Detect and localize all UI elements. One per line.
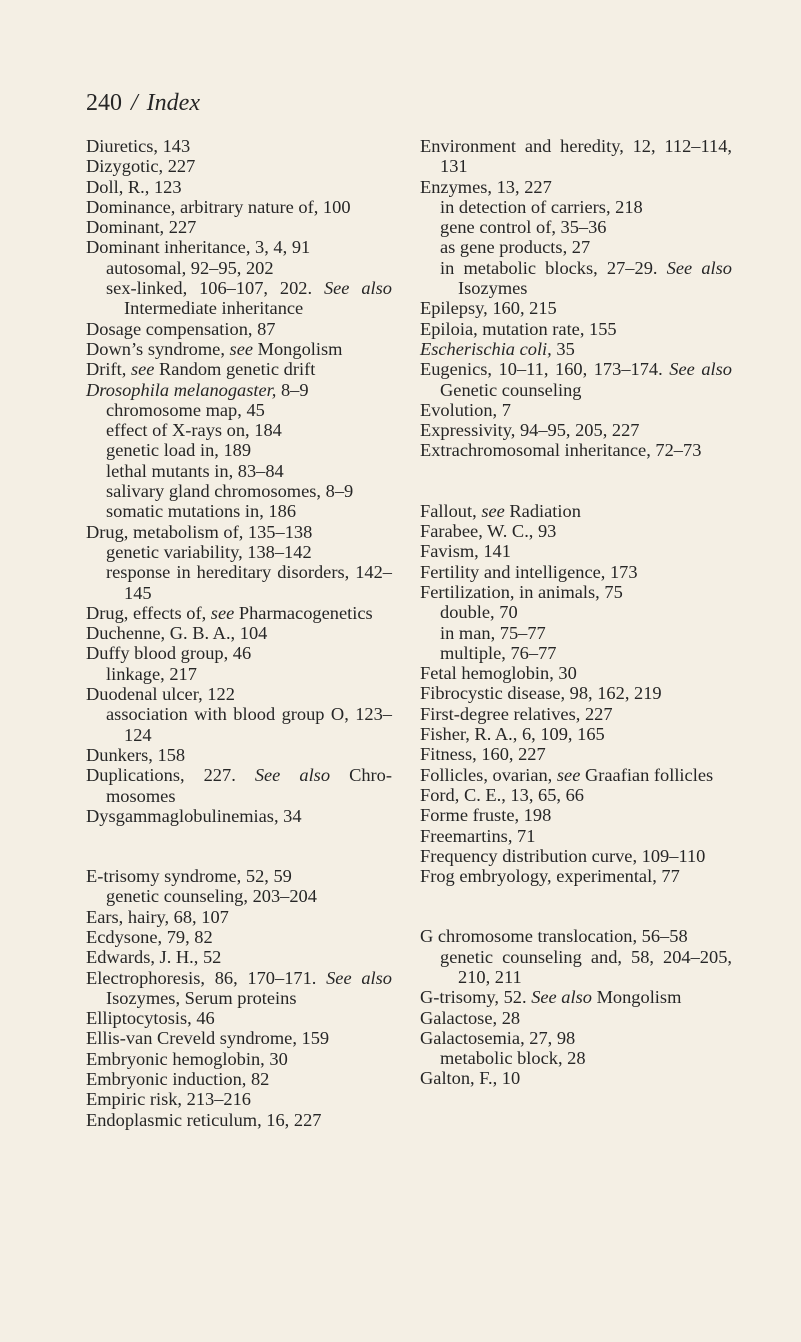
- index-entry: [86, 806, 392, 826]
- entry-text: Fisher, R. A., 6, 109, 165: [420, 724, 605, 745]
- index-entry: [86, 197, 392, 217]
- entry-text: Galactosemia, 27, 98: [420, 1027, 576, 1048]
- index-entry: [86, 927, 392, 947]
- index-entry: [420, 846, 732, 866]
- index-entry: [86, 947, 392, 967]
- entry-text: Galton, F., 10: [420, 1068, 521, 1089]
- entry-text: Epilepsy, 160, 215: [420, 298, 557, 319]
- entry-text: E-trisomy syndrome, 52, 59: [86, 866, 292, 887]
- entry-text-italic: see: [481, 500, 505, 521]
- index-entry: [420, 987, 732, 1007]
- index-entry: [86, 217, 392, 237]
- index-entry: [420, 1028, 732, 1048]
- index-entry: [420, 704, 732, 724]
- letter-group-gap: [86, 826, 392, 866]
- index-entry: [420, 339, 732, 359]
- entry-text: Enzymes, 13, 227: [420, 176, 552, 197]
- entry-text: lethal mutants in, 83–84: [106, 460, 284, 481]
- entry-text: Evolution, 7: [420, 399, 511, 420]
- index-subentry: [86, 461, 392, 481]
- index-entry: [86, 136, 392, 156]
- entry-text: Isozymes, Serum proteins: [106, 987, 297, 1008]
- index-entry: [420, 541, 732, 561]
- entry-text: Diuretics, 143: [86, 136, 191, 156]
- entry-text: gene control of, 35–36: [440, 217, 607, 238]
- entry-text: Fertilization, in animals, 75: [420, 581, 623, 602]
- entry-text-italic: see: [130, 359, 155, 380]
- entry-text: in detection of carriers, 218: [440, 196, 643, 217]
- index-subentry: [420, 643, 732, 663]
- index-entry: [86, 319, 392, 339]
- index-entry: [86, 684, 392, 704]
- entry-text: First-degree relatives, 227: [420, 703, 613, 724]
- entry-text: chromosome map, 45: [106, 399, 265, 420]
- entry-text: metabolic block, 28: [440, 1048, 586, 1069]
- index-entry: [86, 1069, 392, 1089]
- entry-text: Ford, C. E., 13, 65, 66: [420, 784, 584, 805]
- index-entry: [420, 440, 732, 460]
- section-title: Index: [146, 90, 200, 116]
- entry-text: Frequency distribution curve, 109–110: [420, 845, 706, 866]
- index-entry: [86, 522, 392, 542]
- entry-text: Fallout,: [420, 500, 482, 521]
- index-entry: [420, 582, 732, 602]
- entry-text: multiple, 76–77: [440, 642, 557, 663]
- entry-text: autosomal, 92–95, 202: [106, 257, 274, 278]
- index-entry: [420, 744, 732, 764]
- entry-text: Isozymes: [458, 278, 528, 299]
- index-subentry: [420, 602, 732, 622]
- index-entry: [420, 1008, 732, 1028]
- index-entry: [420, 724, 732, 744]
- entry-text: Drift,: [86, 359, 131, 380]
- entry-text: 8–9: [276, 379, 309, 400]
- entry-text: Dominant inheritance, 3, 4, 91: [86, 237, 311, 258]
- entry-text: Graafian follicles: [580, 764, 714, 785]
- index-entry: [86, 339, 392, 359]
- index-entry: [420, 521, 732, 541]
- index-entry: [420, 298, 732, 318]
- entry-text: Ears, hairy, 68, 107: [86, 906, 229, 927]
- index-entry: [86, 177, 392, 197]
- index-subentry: [86, 278, 392, 319]
- index-column-right: [420, 136, 732, 1089]
- entry-text: Fibrocystic disease, 98, 162, 219: [420, 683, 662, 704]
- entry-text: Environment and heredity, 12, 112–114, 131: [420, 136, 732, 177]
- entry-text: Edwards, J. H., 52: [86, 947, 222, 968]
- index-subentry: [420, 237, 732, 257]
- entry-text: Embryonic hemoglobin, 30: [86, 1048, 288, 1069]
- entry-text: Ellis-van Creveld syndrome, 159: [86, 1028, 330, 1049]
- index-entry: [86, 623, 392, 643]
- index-entry: [86, 968, 392, 1009]
- index-entry: [86, 643, 392, 663]
- entry-text-italic: See also: [531, 987, 592, 1008]
- entry-text: G chromosome translocation, 56–58: [420, 926, 688, 947]
- page-header: [86, 88, 200, 118]
- entry-text-italic: See also: [326, 967, 392, 988]
- index-entry: [86, 156, 392, 176]
- entry-text: Galactose, 28: [420, 1007, 521, 1028]
- entry-text: Forme fruste, 198: [420, 805, 552, 826]
- index-entry: [86, 380, 392, 400]
- index-subentry: [86, 440, 392, 460]
- entry-text: Freemartins, 71: [420, 825, 536, 846]
- entry-text: G-trisomy, 52.: [420, 987, 532, 1008]
- entry-text-italic: Escherischia coli,: [420, 338, 552, 359]
- entry-text: Genetic counseling: [440, 379, 582, 400]
- entry-text: 35: [551, 338, 575, 359]
- entry-text: Doll, R., 123: [86, 176, 182, 197]
- entry-text: Radiation: [504, 500, 581, 521]
- index-entry: [86, 1008, 392, 1028]
- index-entry: [86, 603, 392, 623]
- entry-text: Favism, 141: [420, 541, 511, 562]
- index-subentry: [420, 947, 732, 988]
- entry-text-italic: See also: [254, 765, 331, 786]
- entry-text: Dunkers, 158: [86, 744, 186, 765]
- entry-text: somatic mutations in, 186: [106, 501, 297, 522]
- entry-text: genetic counseling, 203–204: [106, 886, 317, 907]
- index-subentry: [420, 623, 732, 643]
- entry-text: Fetal hemoglobin, 30: [420, 663, 577, 684]
- index-subentry: [86, 886, 392, 906]
- index-entry: [420, 136, 732, 177]
- index-entry: [86, 765, 392, 806]
- entry-text: Dysgammaglobulinemias, 34: [86, 805, 302, 826]
- entry-text-italic: See also: [323, 278, 392, 299]
- index-entry: [86, 745, 392, 765]
- index-entry: [86, 1089, 392, 1109]
- entry-text: Mongolism: [591, 987, 682, 1008]
- index-subentry: [86, 481, 392, 501]
- entry-text: Duodenal ulcer, 122: [86, 684, 235, 705]
- index-subentry: [86, 704, 392, 745]
- entry-text: genetic load in, 189: [106, 440, 252, 461]
- entry-text: genetic counseling and, 58, 204–205, 210, 211: [440, 946, 732, 987]
- page-number: 240: [86, 90, 122, 116]
- index-entry: [420, 785, 732, 805]
- entry-text: linkage, 217: [106, 663, 197, 684]
- index-subentry: [420, 1048, 732, 1068]
- entry-text: in metabolic blocks, 27–29.: [440, 257, 667, 278]
- index-column-left: [86, 136, 392, 1130]
- index-entry: [86, 866, 392, 886]
- index-entry: [420, 683, 732, 703]
- index-entry: [420, 663, 732, 683]
- entry-text: Duffy blood group, 46: [86, 643, 252, 664]
- index-entry: [420, 765, 732, 785]
- entry-text: Frog embryology, experimental, 77: [420, 866, 680, 887]
- entry-text: Drug, effects of,: [86, 602, 211, 623]
- entry-text: Duplications, 227.: [86, 765, 255, 786]
- entry-text: Dominant, 227: [86, 217, 197, 238]
- entry-text: Epiloia, mutation rate, 155: [420, 318, 617, 339]
- index-entry: [86, 1110, 392, 1130]
- entry-text: Chromosomes: [106, 765, 392, 806]
- index-subentry: [420, 197, 732, 217]
- index-entry: [86, 907, 392, 927]
- entry-text: Expressivity, 94–95, 205, 227: [420, 420, 640, 441]
- entry-text: Duchenne, G. B. A., 104: [86, 623, 268, 644]
- index-subentry: [86, 501, 392, 521]
- entry-text: Dominance, arbitrary nature of, 100: [86, 196, 351, 217]
- entry-text: Pharmacogenetics: [234, 602, 373, 623]
- index-entry: [420, 501, 732, 521]
- entry-text: Fitness, 160, 227: [420, 744, 546, 765]
- entry-text: Follicles, ovarian,: [420, 764, 557, 785]
- entry-text: Drug, metabolism of, 135–138: [86, 521, 313, 542]
- entry-text-italic: See also: [669, 359, 732, 380]
- index-entry: [420, 177, 732, 197]
- index-entry: [420, 562, 732, 582]
- index-entry: [420, 926, 732, 946]
- entry-text: Endoplasmic reticulum, 16, 227: [86, 1109, 322, 1130]
- entry-text-italic: see: [229, 338, 254, 359]
- entry-text: Fertility and intelligence, 173: [420, 561, 638, 582]
- entry-text: in man, 75–77: [440, 622, 546, 643]
- entry-text-italic: Drosophila melanogaster,: [86, 379, 277, 400]
- index-subentry: [86, 542, 392, 562]
- entry-text: effect of X-rays on, 184: [106, 420, 282, 441]
- entry-text: double, 70: [440, 602, 518, 623]
- entry-text: genetic variability, 138–142: [106, 541, 312, 562]
- entry-text: Random genetic drift: [154, 359, 316, 380]
- entry-text: Mongolism: [253, 338, 343, 359]
- entry-text: salivary gland chromosomes, 8–9: [106, 481, 354, 502]
- index-entry: [420, 866, 732, 886]
- entry-text: Extrachromosomal inheritance, 72–73: [420, 440, 702, 461]
- entry-text: as gene products, 27: [440, 237, 591, 258]
- index-subentry: [86, 420, 392, 440]
- index-subentry: [86, 562, 392, 603]
- entry-text: Elliptocytosis, 46: [86, 1008, 215, 1029]
- index-entry: [420, 1068, 732, 1088]
- entry-text: Down’s syndrome,: [86, 338, 230, 359]
- index-entry: [86, 359, 392, 379]
- index-entry: [420, 826, 732, 846]
- letter-group-gap: [420, 461, 732, 501]
- index-entry: [86, 1049, 392, 1069]
- entry-text: response in hereditary disorders, 142–145: [106, 562, 392, 603]
- entry-text: Embryonic induction, 82: [86, 1069, 270, 1090]
- entry-text: Electrophoresis, 86, 170–171.: [86, 967, 327, 988]
- letter-group-gap: [420, 886, 732, 926]
- index-subentry: [420, 258, 732, 299]
- entry-text: sex-linked, 106–107, 202.: [106, 278, 324, 299]
- entry-text: Empiric risk, 213–216: [86, 1089, 251, 1110]
- header-separator: /: [131, 90, 138, 116]
- index-entry: [420, 400, 732, 420]
- entry-text: Dosage compensation, 87: [86, 318, 276, 339]
- index-subentry: [86, 400, 392, 420]
- entry-text: Ecdysone, 79, 82: [86, 926, 213, 947]
- index-subentry: [86, 664, 392, 684]
- index-entry: [420, 420, 732, 440]
- index-entry: [86, 1028, 392, 1048]
- index-entry: [86, 237, 392, 257]
- index-subentry: [420, 217, 732, 237]
- entry-text: Farabee, W. C., 93: [420, 521, 557, 542]
- entry-text-italic: see: [210, 602, 235, 623]
- entry-text: association with blood group O, 123–124: [106, 704, 392, 745]
- entry-text: Intermediate inheritance: [124, 298, 304, 319]
- entry-text-italic: See also: [666, 257, 732, 278]
- entry-text: Dizygotic, 227: [86, 156, 196, 177]
- index-entry: [420, 805, 732, 825]
- entry-text: Eugenics, 10–11, 160, 173–174.: [420, 359, 670, 380]
- index-entry: [420, 319, 732, 339]
- index-subentry: [86, 258, 392, 278]
- entry-text-italic: see: [556, 764, 581, 785]
- index-entry: [420, 359, 732, 400]
